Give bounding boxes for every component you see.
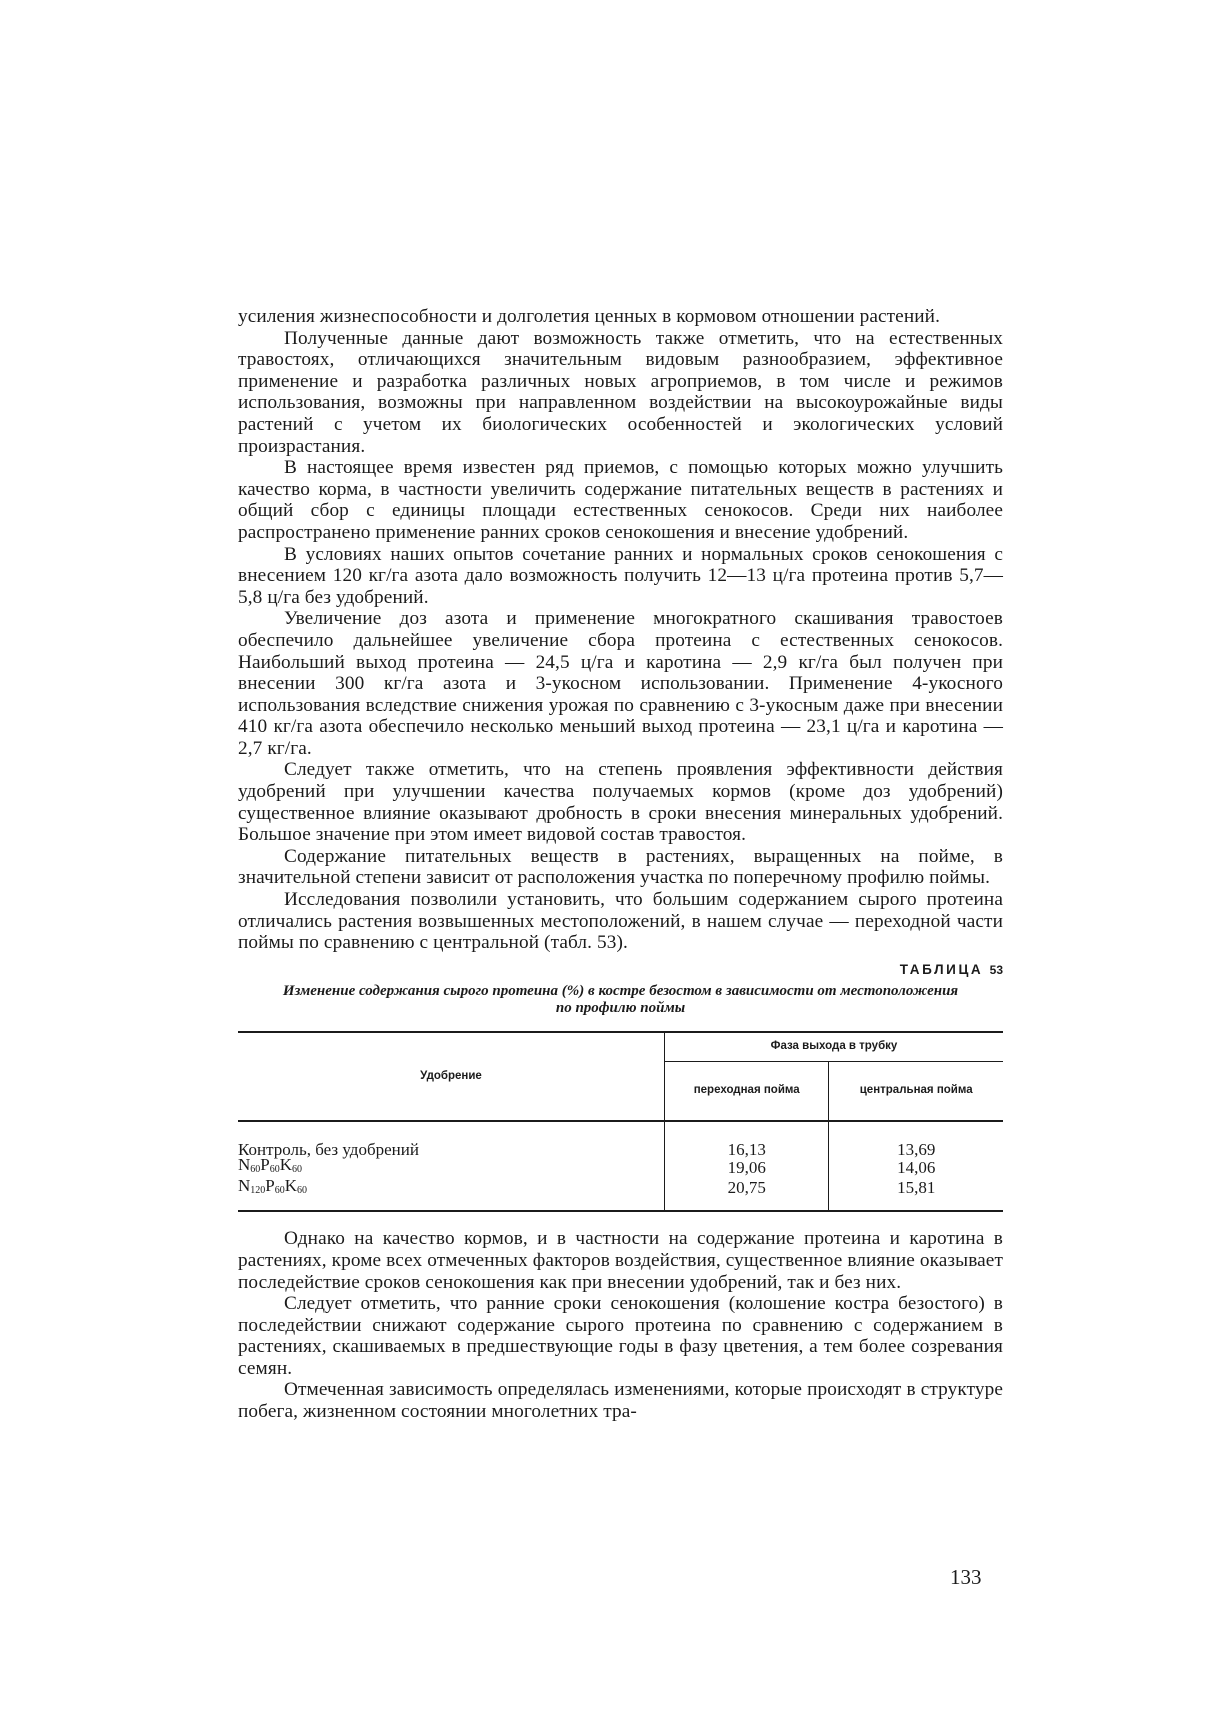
paragraph-5: Увеличение доз азота и применение многократного скашивания травостоев обеспечило дальнейшее увеличение сбора протеина с естественных сенокосов. Наибольший выход протеина — 24,5 ц/га и каротина — 2,9 кг/га был получен при внесении 300 кг/га азота и 3-укосном использовании. Применение 4-укосного использования вследствие снижения урожая по сравнению с 3-укосным даже при внесении 410 кг/га азота обеспечило несколько меньший выход протеина — 23,1 ц/га и каротина — 2,7 кг/га. [238,608,1003,759]
row-transitional: 16,13 [665,1121,829,1158]
row-central: 14,06 [897,1157,936,1177]
table-number: 53 [989,962,1003,977]
paragraph-6: Следует также отметить, что на степень проявления эффективности действия удобрений при улучшении качества получаемых кормов (кроме доз удобрений) существенное влияние оказывают дробность в сроки внесения минеральных удобрений. Большое значение при этом имеет видовой состав травостоя. [238,759,1003,846]
table-row [238,1157,1003,1178]
table-row [238,1178,1003,1212]
paragraph-2: Полученные данные дают возможность также отметить, что на естественных травостоях, отличающихся значительным видовым разнообразием, эффективное применение и разработка различных новых агроприемов, в том числе и режимов использования, возможны при направленном воздействии на высокоурожайные виды растений с учетом их биологических особенностей и экологических условий произрастания. [238,327,1003,457]
row-transitional: 20,75 [665,1178,829,1212]
page-number: 133 [950,1565,982,1589]
row-central: 15,81 [829,1178,1003,1212]
paragraph-3: В настоящее время известен ряд приемов, с помощью которых можно улучшить качество корма, в частности увеличить содержание питательных веществ в растениях и общий сбор с единицы площади естественных сенокосов. Среди них наиболее распространено применение ранних сроков сенокошения и внесение удобрений. [238,457,1003,543]
paragraph-10: Следует отметить, что ранние сроки сенокошения (колошение костра безостого) в последействии снижают содержание сырого протеина по сравнению с содержанием в растениях, скашиваемых в предшествующие годы в фазу цветения, а тем более созревания семян. [238,1293,1003,1379]
header-central: центральная пойма [829,1061,1003,1121]
row-transitional: 19,06 [665,1157,829,1178]
paragraph-1: усиления жизнеспособности и долголетия ценных в кормовом отношении растений. [238,306,940,327]
text-after-table [238,1228,1003,1422]
paragraph-9: Однако на качество кормов, и в частности на содержание протеина и каротина в растениях, кроме всех отмеченных факторов воздействия, существенное влияние оказывает последействие сроков сенокошения как при внесении удобрений, так и без них. [238,1228,1003,1293]
paragraph-4: В условиях наших опытов сочетание ранних и нормальных сроков сенокошения с внесением 120 кг/га азота дало возможность получить 12—13 ц/га протеина против 5,7—5,8 ц/га без удобрений. [238,543,1003,608]
paragraph-11: Отмеченная зависимость определялась изменениями, которые происходят в структуре побега, жизненном состоянии многолетних тра- [238,1379,1003,1423]
paragraph-8: Исследования позволили установить, что большим содержанием сырого протеина отличались растения возвышенных местоположений, в нашем случае — переходной части поймы по сравнению с центральной (табл. 53). [238,889,1003,954]
row-fertilizer: Контроль, без удобрений [238,1121,665,1158]
row-fertilizer: $N_{120}P_{60}K_{60}$ [238,1178,665,1212]
row-central: 13,69 [897,1139,936,1159]
protein-table [238,1031,1003,1213]
header-transitional: переходная пойма [665,1061,829,1121]
header-phase: Фаза выхода в трубку [665,1032,1004,1062]
table-label-word: ТАБЛИЦА [899,961,984,977]
table-label [238,962,1003,977]
header-fertilizer: Удобрение [238,1032,665,1121]
text-before-table [238,306,1003,954]
page-body [238,306,1003,1423]
paragraph-7: Содержание питательных веществ в растениях, выращенных на пойме, в значительной степени зависит от расположения участка по поперечному профилю поймы. [238,845,1003,889]
table-title: Изменение содержания сырого протеина (%) в костре безостом в зависимости от местоположения по профилю поймы [282,982,959,1016]
table-row [238,1121,1003,1158]
row-fertilizer: $N_{60}P_{60}K_{60}$ [238,1157,665,1178]
